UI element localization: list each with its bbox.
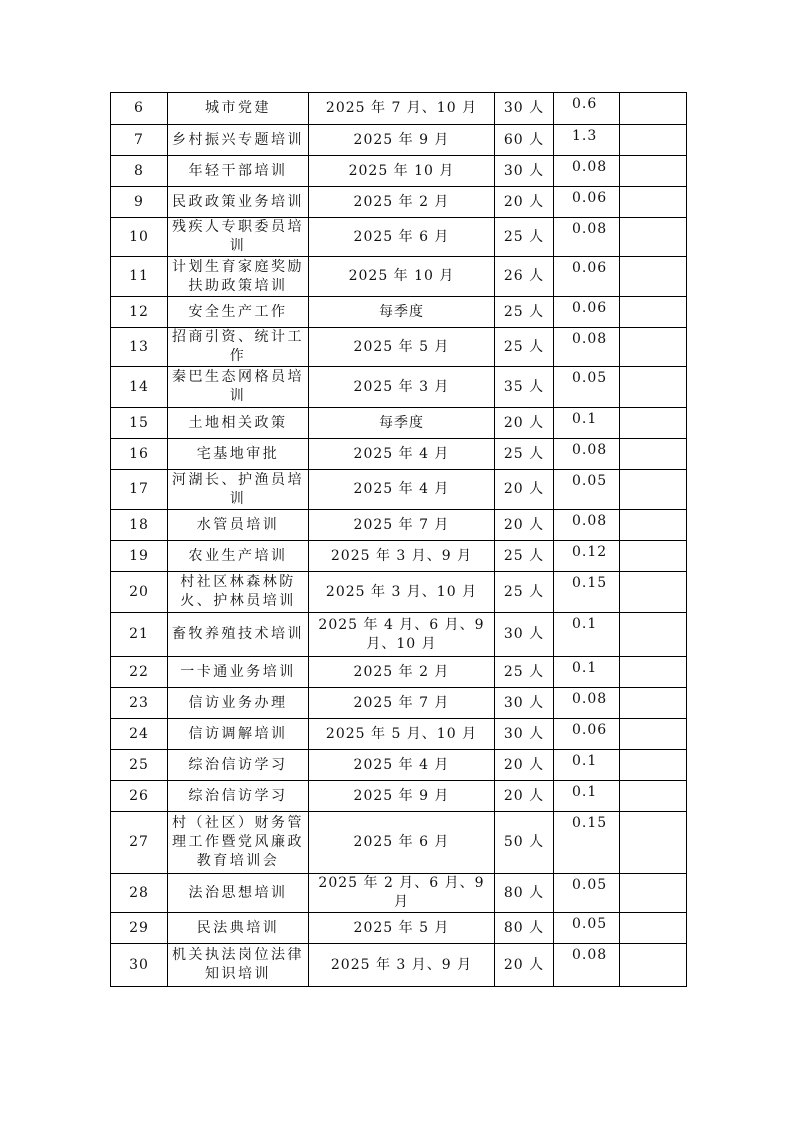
participant-count: 20 人 [495, 781, 554, 812]
participant-count: 20 人 [495, 187, 554, 218]
participant-count: 20 人 [495, 750, 554, 781]
table-row [111, 688, 687, 719]
budget-amount: 0.08 [554, 156, 620, 187]
participant-count: 25 人 [495, 657, 554, 688]
budget-amount: 0.08 [554, 439, 620, 470]
row-number: 11 [111, 257, 168, 297]
training-time: 2025 年 10 月 [309, 156, 495, 187]
participant-count: 20 人 [495, 470, 554, 510]
participant-count: 25 人 [495, 297, 554, 328]
remarks-cell [620, 874, 687, 913]
training-time: 2025 年 2 月、6 月、9 月 [309, 874, 495, 913]
training-name: 法治思想培训 [168, 874, 309, 913]
participant-count: 25 人 [495, 572, 554, 613]
table-row [111, 125, 687, 156]
budget-amount: 0.05 [554, 913, 620, 944]
row-number: 19 [111, 541, 168, 572]
remarks-cell [620, 572, 687, 613]
remarks-cell [620, 719, 687, 750]
training-name: 土地相关政策 [168, 408, 309, 439]
remarks-cell [620, 688, 687, 719]
training-name: 乡村振兴专题培训 [168, 125, 309, 156]
table-row [111, 613, 687, 657]
budget-amount: 0.08 [554, 688, 620, 719]
remarks-cell [620, 187, 687, 218]
table-row [111, 541, 687, 572]
training-name: 河湖长、护渔员培训 [168, 470, 309, 510]
training-name: 一卡通业务培训 [168, 657, 309, 688]
training-time: 每季度 [309, 408, 495, 439]
participant-count: 20 人 [495, 408, 554, 439]
remarks-cell [620, 812, 687, 874]
row-number: 21 [111, 613, 168, 657]
budget-amount: 0.6 [554, 93, 620, 125]
training-name: 村社区林森林防火、护林员培训 [168, 572, 309, 613]
table-row [111, 470, 687, 510]
participant-count: 25 人 [495, 439, 554, 470]
training-name: 宅基地审批 [168, 439, 309, 470]
participant-count: 30 人 [495, 93, 554, 125]
remarks-cell [620, 125, 687, 156]
training-time: 2025 年 4 月 [309, 470, 495, 510]
table-row [111, 93, 687, 125]
participant-count: 26 人 [495, 257, 554, 297]
training-time: 2025 年 7 月 [309, 510, 495, 541]
participant-count: 30 人 [495, 688, 554, 719]
training-time: 2025 年 5 月 [309, 328, 495, 367]
row-number: 8 [111, 156, 168, 187]
participant-count: 30 人 [495, 156, 554, 187]
training-time: 2025 年 9 月 [309, 125, 495, 156]
row-number: 15 [111, 408, 168, 439]
training-time: 2025 年 2 月 [309, 187, 495, 218]
remarks-cell [620, 944, 687, 987]
remarks-cell [620, 156, 687, 187]
row-number: 12 [111, 297, 168, 328]
training-time: 2025 年 2 月 [309, 657, 495, 688]
participant-count: 80 人 [495, 874, 554, 913]
training-time: 2025 年 5 月、10 月 [309, 719, 495, 750]
table-row [111, 913, 687, 944]
table-row [111, 408, 687, 439]
budget-amount: 0.15 [554, 572, 620, 613]
training-name: 残疾人专职委员培训 [168, 218, 309, 257]
remarks-cell [620, 913, 687, 944]
remarks-cell [620, 470, 687, 510]
row-number: 29 [111, 913, 168, 944]
table-row [111, 750, 687, 781]
table-row [111, 572, 687, 613]
participant-count: 30 人 [495, 719, 554, 750]
training-name: 水管员培训 [168, 510, 309, 541]
training-name: 计划生育家庭奖励扶助政策培训 [168, 257, 309, 297]
training-name: 招商引资、统计工作 [168, 328, 309, 367]
budget-amount: 0.1 [554, 613, 620, 657]
remarks-cell [620, 657, 687, 688]
budget-amount: 0.06 [554, 719, 620, 750]
budget-amount: 0.06 [554, 187, 620, 218]
remarks-cell [620, 297, 687, 328]
budget-amount: 0.15 [554, 812, 620, 874]
row-number: 18 [111, 510, 168, 541]
row-number: 24 [111, 719, 168, 750]
remarks-cell [620, 613, 687, 657]
remarks-cell [620, 439, 687, 470]
row-number: 17 [111, 470, 168, 510]
table-row [111, 439, 687, 470]
participant-count: 25 人 [495, 218, 554, 257]
table-row [111, 874, 687, 913]
training-time: 2025 年 7 月 [309, 688, 495, 719]
row-number: 22 [111, 657, 168, 688]
table-row [111, 156, 687, 187]
training-name: 信访调解培训 [168, 719, 309, 750]
budget-amount: 0.08 [554, 510, 620, 541]
budget-amount: 0.06 [554, 257, 620, 297]
training-name: 民法典培训 [168, 913, 309, 944]
remarks-cell [620, 750, 687, 781]
remarks-cell [620, 510, 687, 541]
table-row [111, 657, 687, 688]
training-name: 安全生产工作 [168, 297, 309, 328]
budget-amount: 0.08 [554, 328, 620, 367]
remarks-cell [620, 408, 687, 439]
training-time: 2025 年 3 月、9 月 [309, 944, 495, 987]
remarks-cell [620, 541, 687, 572]
training-time: 2025 年 4 月 [309, 750, 495, 781]
budget-amount: 0.08 [554, 944, 620, 987]
row-number: 26 [111, 781, 168, 812]
remarks-cell [620, 218, 687, 257]
budget-amount: 0.06 [554, 297, 620, 328]
table-row [111, 781, 687, 812]
training-time: 2025 年 3 月 [309, 367, 495, 408]
row-number: 30 [111, 944, 168, 987]
training-time: 2025 年 3 月、10 月 [309, 572, 495, 613]
budget-amount: 0.12 [554, 541, 620, 572]
remarks-cell [620, 328, 687, 367]
remarks-cell [620, 93, 687, 125]
training-time: 2025 年 10 月 [309, 257, 495, 297]
table-row [111, 510, 687, 541]
remarks-cell [620, 367, 687, 408]
budget-amount: 0.1 [554, 781, 620, 812]
training-time: 2025 年 4 月 [309, 439, 495, 470]
row-number: 7 [111, 125, 168, 156]
budget-amount: 0.05 [554, 874, 620, 913]
participant-count: 20 人 [495, 510, 554, 541]
row-number: 28 [111, 874, 168, 913]
table-row [111, 812, 687, 874]
budget-amount: 0.1 [554, 657, 620, 688]
row-number: 6 [111, 93, 168, 125]
training-time: 每季度 [309, 297, 495, 328]
table-row [111, 297, 687, 328]
training-name: 村（社区）财务管理工作暨党风廉政教育培训会 [168, 812, 309, 874]
row-number: 25 [111, 750, 168, 781]
row-number: 9 [111, 187, 168, 218]
training-time: 2025 年 3 月、9 月 [309, 541, 495, 572]
training-time: 2025 年 9 月 [309, 781, 495, 812]
row-number: 10 [111, 218, 168, 257]
budget-amount: 0.1 [554, 750, 620, 781]
training-name: 城市党建 [168, 93, 309, 125]
row-number: 23 [111, 688, 168, 719]
participant-count: 30 人 [495, 613, 554, 657]
training-time: 2025 年 5 月 [309, 913, 495, 944]
row-number: 13 [111, 328, 168, 367]
row-number: 20 [111, 572, 168, 613]
training-name: 秦巴生态网格员培训 [168, 367, 309, 408]
training-time: 2025 年 7 月、10 月 [309, 93, 495, 125]
table-row [111, 257, 687, 297]
table-body [111, 93, 687, 987]
participant-count: 25 人 [495, 541, 554, 572]
training-name: 综治信访学习 [168, 750, 309, 781]
remarks-cell [620, 781, 687, 812]
budget-amount: 0.05 [554, 470, 620, 510]
participant-count: 50 人 [495, 812, 554, 874]
row-number: 27 [111, 812, 168, 874]
training-name: 综治信访学习 [168, 781, 309, 812]
training-time: 2025 年 6 月 [309, 812, 495, 874]
training-name: 民政政策业务培训 [168, 187, 309, 218]
table-row [111, 218, 687, 257]
training-name: 信访业务办理 [168, 688, 309, 719]
table-row [111, 944, 687, 987]
table-row [111, 187, 687, 218]
training-name: 机关执法岗位法律知识培训 [168, 944, 309, 987]
training-time: 2025 年 4 月、6 月、9 月、10 月 [309, 613, 495, 657]
budget-amount: 0.1 [554, 408, 620, 439]
table-row [111, 719, 687, 750]
table-row [111, 328, 687, 367]
row-number: 16 [111, 439, 168, 470]
training-name: 农业生产培训 [168, 541, 309, 572]
row-number: 14 [111, 367, 168, 408]
training-name: 年轻干部培训 [168, 156, 309, 187]
participant-count: 20 人 [495, 944, 554, 987]
training-plan-table [110, 92, 687, 987]
remarks-cell [620, 257, 687, 297]
training-name: 畜牧养殖技术培训 [168, 613, 309, 657]
participant-count: 60 人 [495, 125, 554, 156]
participant-count: 25 人 [495, 328, 554, 367]
budget-amount: 1.3 [554, 125, 620, 156]
participant-count: 80 人 [495, 913, 554, 944]
budget-amount: 0.05 [554, 367, 620, 408]
participant-count: 35 人 [495, 367, 554, 408]
training-time: 2025 年 6 月 [309, 218, 495, 257]
table-row [111, 367, 687, 408]
budget-amount: 0.08 [554, 218, 620, 257]
